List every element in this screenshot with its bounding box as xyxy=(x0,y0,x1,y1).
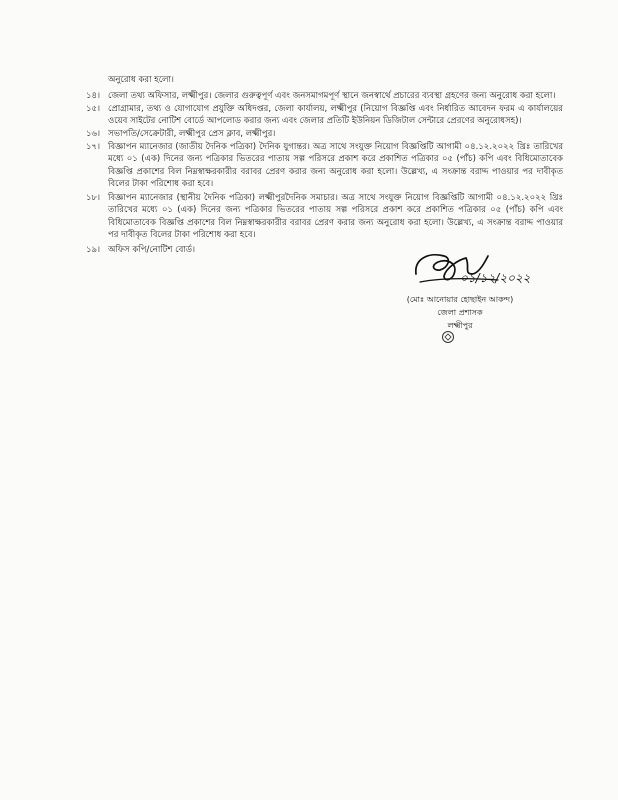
item-text: বিজ্ঞাপন ম্যানেজার (স্থানীয় দৈনিক পত্রিকা) লক্ষ্মীপুরদৈনিক সমাচার। অত্র সাথে সংযুক্ত নিয়োগ বিজ্ঞপ্তিটি আগামী ০৪.১২.২০২২ খ্রিঃ তারিখের মধ্যে ০১ (এক) দিনের জন্য পত্রিকার ভিতরের পাতায় সল্প পরিসরে প্রকাশ করে প্রকাশিত পত্রিকার ০৫ (পাঁচ) কপি এবং বিধিমোতাবেক বিজ্ঞপ্তি প্রকাশের বিল নিম্নস্বাক্ষরকারীর বরাবর প্রেরণ করার জন্য অনুরোধ করা হলো। উল্লেখ্য, এ সংক্রান্ত বরাদ্দ পাওয়ার পর দাবীকৃত বিলের টাকা পরিশোধ করা হবে। xyxy=(108,193,563,240)
signature-date: ০১/১২/২০২২ xyxy=(460,271,531,285)
item-number: ১৭। xyxy=(86,142,101,152)
item-text: বিজ্ঞাপন ম্যানেজার (জাতীয় দৈনিক পত্রিকা) দৈনিক যুগান্তর। অত্র সাথে সংযুক্ত নিয়োগ বিজ্ঞপ্তিটি আগামী ০৪.১২.২০২২ খ্রিঃ তারিখের মধ্যে ০১ (এক) দিনের জন্য পত্রিকার ভিতরের পাতায় সল্প পরিসরে প্রকাশ করে প্রকাশিত পত্রিকার ০৫ (পাঁচ) কপি এবং বিধিমোতাবেক বিজ্ঞপ্তি প্রকাশের বিল নিম্নস্বাক্ষরকারীর বরাবর প্রেরণ করার জন্য অনুরোধ করা হলো। উল্লেখ্য, এ সংক্রান্ত বরাদ্দ পাওয়ার পর দাবীকৃত বিলের টাকা পরিশোধ করা হবে। xyxy=(108,142,563,189)
continuation-text: অনুরোধ করা হলো। xyxy=(108,75,174,85)
item-number: ১৬। xyxy=(86,129,101,139)
item-number: ১৪। xyxy=(86,91,101,101)
item-text: সভাপতি/সেক্রেটারী, লক্ষ্মীপুর প্রেস ক্লাব, লক্ষ্মীপুর। xyxy=(108,129,276,139)
signature-image xyxy=(400,244,550,300)
item-number: ১৮। xyxy=(86,193,101,203)
item-number: ১৫। xyxy=(86,104,101,114)
seal-icon xyxy=(440,330,456,344)
item-text: প্রোগ্রামার, তথ্য ও যোগাযোগ প্রযুক্তি অধিদপ্তর, জেলা কার্যালয়, লক্ষ্মীপুর (নিয়োগ বিজ্ঞপ্তি এবং নির্ধারিত আবেদন ফরম এ কার্যালয়ের ওয়েব সাইটের নোটিশ বোর্ডে আপলোড করার জন্য এবং জেলার প্রতিটি ইউনিয়ন ডিজিটাল সেন্টারে প্রেরণের অনুরোধসহ)। xyxy=(108,104,563,127)
signatory-designation: জেলা প্রশাসক xyxy=(437,308,483,317)
item-text: অফিস কপি/নোটিশ বোর্ড। xyxy=(108,245,196,255)
item-text: জেলা তথ্য অফিসার, লক্ষ্মীপুর। জেলার গুরুত্বপূর্ণ এবং জনসমাগমপূর্ণ স্থানে জনস্বার্থে প্রচারের ব্যবস্থা গ্রহণের জন্য অনুরোধ করা হলো। xyxy=(108,91,556,101)
item-number: ১৯। xyxy=(86,245,101,255)
signatory-name: (মোঃ আনোয়ার হোছাইন আকন্দ) xyxy=(406,295,514,304)
signatory-district: লক্ষ্মীপুর xyxy=(447,321,473,330)
